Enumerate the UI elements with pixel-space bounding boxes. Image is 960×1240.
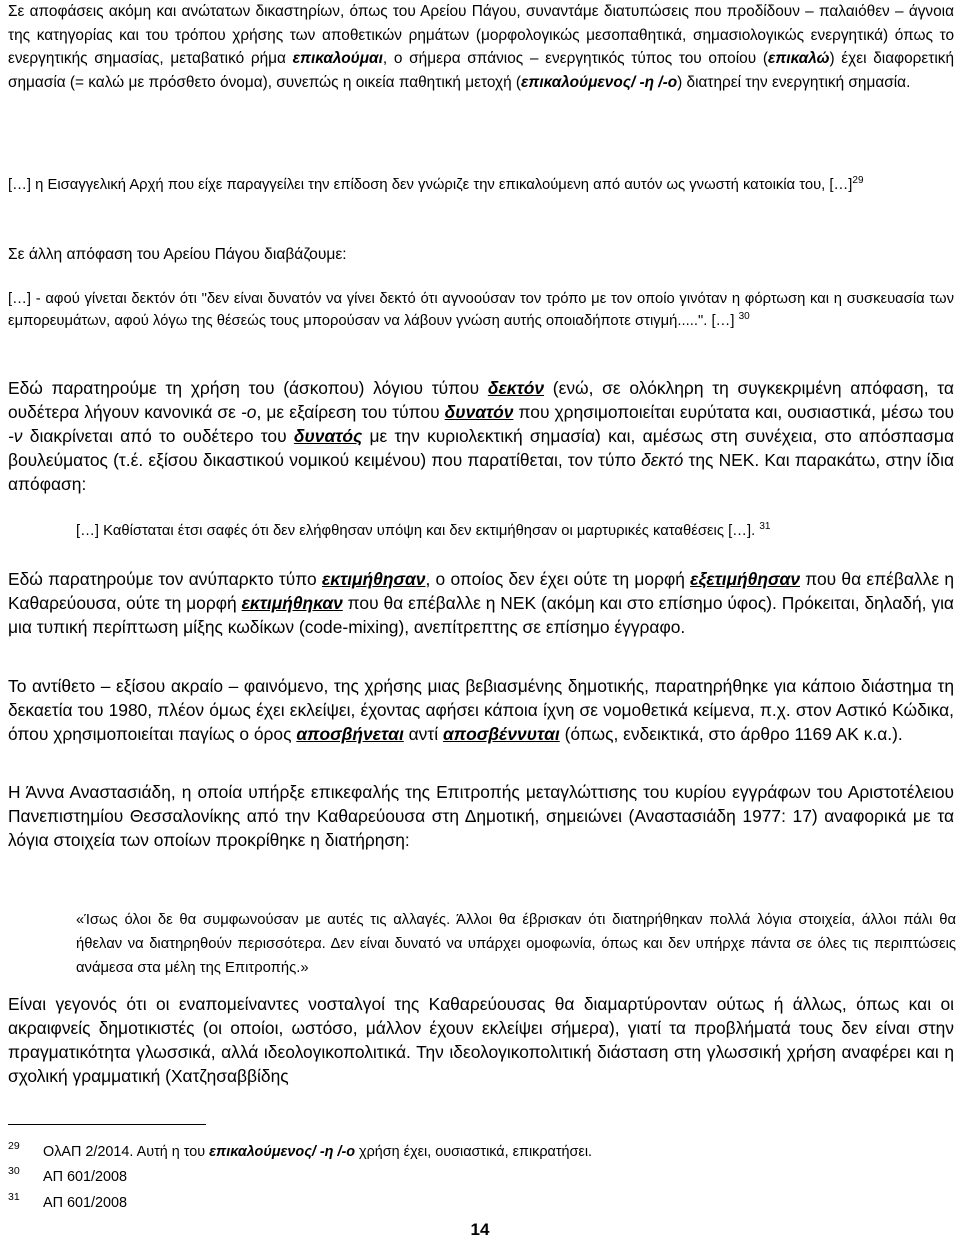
footnote-number: 30 [8, 1165, 20, 1177]
emphasis-term: επικαλώ [767, 50, 830, 68]
text-run: (όπως, ενδεικτικά, στο άρθρο 1169 ΑΚ κ.α.). [559, 724, 903, 744]
emphasis-term: δυνατός [293, 426, 363, 446]
emphasis-term: δυνατόν [444, 402, 514, 422]
paragraph-dekton [8, 376, 954, 496]
text-run: που χρησιμοποιείται ευρύτατα και, ουσιαστικά, μέσω του [513, 402, 954, 422]
text-run: ) διατηρεί την ενεργητική σημασία. [677, 73, 911, 91]
text-run: ΟλΑΠ 2/2014. Αυτή η του [43, 1144, 210, 1160]
emphasis-term: επικαλούμαι [292, 50, 383, 68]
emphasis-term: εξετιμήθησαν [690, 569, 800, 589]
emphasis-term: αποσβήνεται [296, 724, 404, 744]
text-run: που θα επέβαλλε η ΝΕΚ (ακόμη και στο επίσημο ύφος). Πρόκειται, δηλαδή, για μια τυπική περίπτωση μίξης κωδίκων (code-mixing), ανεπίτρεπτης σε επίσημο έγγραφο. [8, 593, 954, 637]
emphasis-term: εκτιμήθηκαν [241, 593, 343, 613]
quote-4: «Ίσως όλοι δε θα συμφωνούσαν με αυτές τις αλλαγές. Άλλοι θα έβρισκαν ότι διατηρήθηκαν πολλά λόγια στοιχεία, άλλοι πάλι θα ήθελαν να διατηρηθούν περισσότερα. Δεν είναι δυνατό να υπάρχει ομοφωνία, όπως και δεν υπήρχε πάντα σε όλες τις περιπτώσεις ανάμεσα στα μέλη της Επιτροπής.» [76, 912, 956, 976]
quote-text: […] η Εισαγγελική Αρχή που είχε παραγγείλει την επίδοση δεν γνώριζε την επικαλούμενη από αυτόν ως γνωστή κατοικία του, […] [8, 177, 853, 193]
footnote-separator [8, 1124, 206, 1125]
text-run: , ο οποίος δεν έχει ούτε τη μορφή [425, 569, 691, 589]
text-run: ) έχει διαφορετική σημασία (= καλώ με πρόσθετο όνομα), συνεπώς η οικεία παθητική μετοχή ( [8, 50, 955, 91]
paragraph-ideology: Είναι γεγονός ότι οι εναπομείναντες νοσταλγοί της Καθαρεύουσας θα διαμαρτύρονταν ούτως ή άλλως, όπως και οι ακραιφνείς δημοτικιστές (οι οποίοι, ωστόσο, μάλλον έχουν εκλείψει σήμερα), γιατί τα προβλήματά τους δεν είναι στην πραγματικότητα γλωσσικά, αλλά ιδεολογικοπολιτικά. Την ιδεολογικοπολιτική διάσταση στη γλωσσική χρήση αναφέρει και η σχολική γραμματική (Χατζησαββίδης [8, 994, 954, 1086]
paragraph-lead-in: Σε άλλη απόφαση του Αρείου Πάγου διαβάζουμε: [8, 246, 347, 263]
page-number: 14 [470, 1220, 490, 1239]
footnote-ref[interactable]: 29 [852, 175, 864, 186]
emphasis-term: -ο [240, 402, 257, 422]
footnote-number: 31 [8, 1191, 20, 1203]
quote-1 [8, 174, 954, 196]
text-run: της ΝΕΚ. Και παρακάτω, στην ίδια απόφαση: [8, 450, 954, 494]
paragraph-intro [8, 0, 954, 94]
quote-text: […] - αφού γίνεται δεκτόν ότι "δεν είναι δυνατόν να γίνει δεκτό ότι αγνοούσαν τον τρόπο με τον οποίο γινόταν η φόρτωση και η συσκευασία των εμπορευμάτων, αφού λόγω της θέσεώς τους μπορούσαν να λάβουν γνώση αυτής οποιαδήποτε στιγμή.....". […] [8, 291, 954, 329]
emphasis-term: επικαλούμενος/ -η /-ο [521, 73, 678, 91]
text-run: (ενώ, σε ολόκληρη τη συγκεκριμένη απόφαση, τα ουδέτερα λήγουν κανονικά σε [8, 378, 954, 422]
quote-2 [8, 288, 954, 332]
text-run: αντί [403, 724, 443, 744]
text-run: Σε αποφάσεις ακόμη και ανώτατων δικαστηρίων, όπως του Αρείου Πάγου, συναντάμε διατυπώσεις που προδίδουν – παλαιόθεν – άγνοια της κατηγορίας και του τρόπου χρήσης των αποθετικών ρημάτων (μορφολογικώς μεσοπαθητικά, σημασιολογικώς ενεργητικά) όπως το ενεργητικής σημασίας, μεταβατικό ρήμα [8, 3, 954, 68]
emphasis-term: εκτιμήθησαν [321, 569, 426, 589]
footnote-text: ΑΠ 601/2008 [43, 1169, 128, 1185]
paragraph-dimotiki [8, 674, 954, 746]
emphasis-term: δεκτό [641, 450, 684, 470]
text-run: Εδώ παρατηρούμε τη χρήση του (άσκοπου) λόγιου τύπου [8, 378, 488, 398]
footnote-ref[interactable]: 31 [759, 521, 771, 532]
paragraph-ektimithisan [8, 567, 954, 639]
quote-3 [76, 520, 956, 542]
text-run: με την κυριολεκτική σημασία) και, αμέσως στη συνέχεια, στο απόσπασμα βουλεύματος (τ.έ. εξίσου δικαστικού νομικού κειμένου) που παρατίθεται, τον τύπο [8, 426, 954, 470]
footnote-text [43, 1143, 592, 1161]
footnote-text: ΑΠ 601/2008 [43, 1195, 128, 1211]
emphasis-term: αποσβέννυται [442, 724, 560, 744]
text-run: Εδώ παρατηρούμε τον ανύπαρκτο τύπο [8, 569, 322, 589]
emphasis-term: -ν [8, 426, 23, 446]
text-run: που θα επέβαλλε η Καθαρεύουσα, ούτε τη μορφή [8, 569, 954, 613]
paragraph-anastasiadi: Η Άννα Αναστασιάδη, η οποία υπήρξε επικεφαλής της Επιτροπής μεταγλώττισης του κυρίου εγγράφων του Αριστοτέλειου Πανεπιστημίου Θεσσαλονίκης από την Καθαρεύουσα στη Δημοτική, σημειώνει (Αναστασιάδη 1977: 17) αναφορικά με τα λόγια στοιχεία των οποίων προκρίθηκε η διατήρηση: [8, 782, 954, 850]
footnote-ref[interactable]: 30 [738, 311, 750, 322]
text-run: , με εξαίρεση του τύπου [256, 402, 445, 422]
emphasis-term: δεκτόν [487, 378, 545, 398]
text-run: διακρίνεται από το ουδέτερο του [22, 426, 294, 446]
quote-text: […] Καθίσταται έτσι σαφές ότι δεν ελήφθησαν υπόψη και δεν εκτιμήθησαν οι μαρτυρικές καταθέσεις […]. [76, 523, 756, 539]
text-run: , ο σήμερα σπάνιος – ενεργητικός τύπος του οποίου ( [382, 50, 768, 68]
text-run: Το αντίθετο – εξίσου ακραίο – φαινόμενο, της χρήσης μιας βεβιασμένης δημοτικής, παρατηρήθηκε για κάποιο διάστημα τη δεκαετία του 1980, πλέον όμως έχει εκλείψει, έχοντας αφήσει κάποια ίχνη σε νομοθετικά κείμενα, π.χ. στον Αστικό Κώδικα, όπου χρησιμοποιείται παγίως ο όρος [8, 676, 954, 744]
emphasis-term: επικαλούμενος/ -η /-ο [209, 1144, 356, 1160]
text-run: χρήση έχει, ουσιαστικά, επικρατήσει. [355, 1144, 593, 1160]
footnote-number: 29 [8, 1140, 20, 1152]
